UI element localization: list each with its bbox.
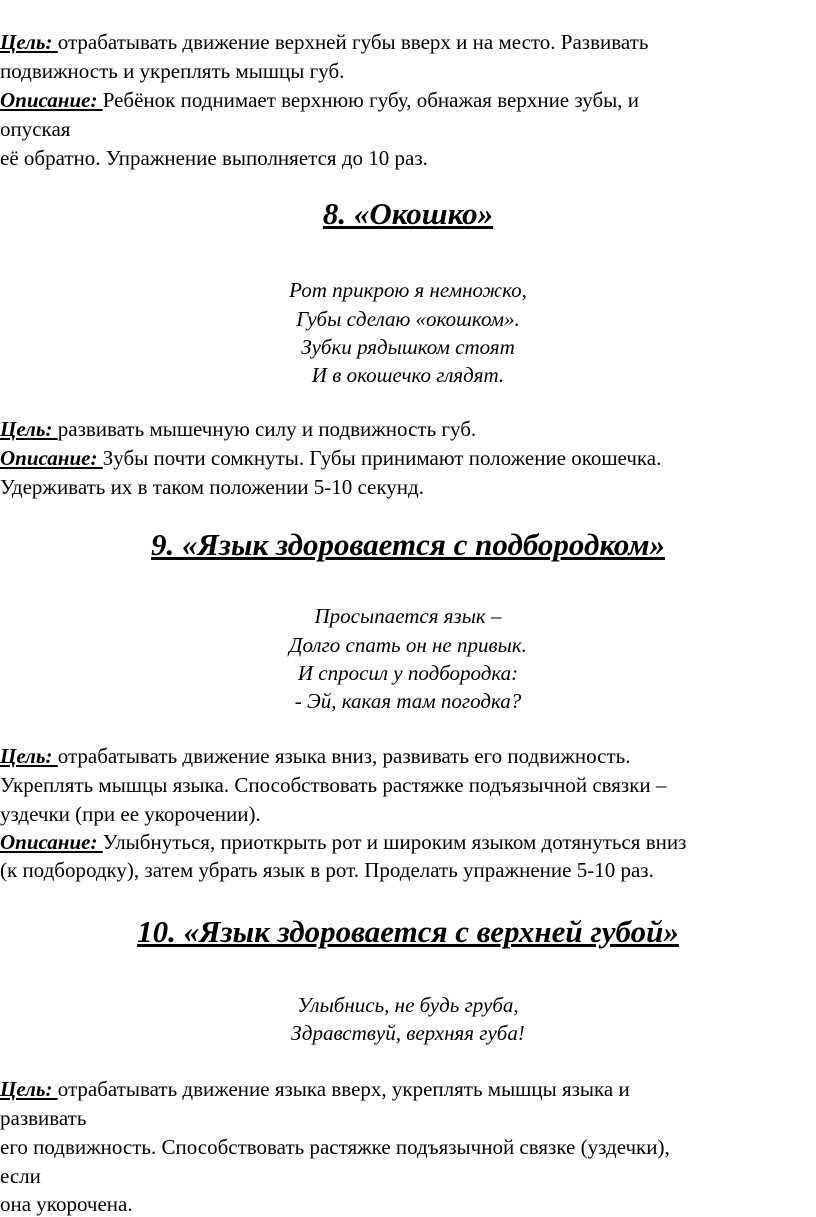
goal-text: отрабатывать движение языка вверх, укреплять мышцы языка и xyxy=(57,1077,630,1101)
exercise-10-goal-line-1 xyxy=(0,1076,630,1102)
exercise-8-goal-line-1 xyxy=(0,416,476,442)
exercise-10-poem-line-1: Улыбнись, не будь груба, xyxy=(297,993,519,1017)
intro-desc-line-1 xyxy=(0,87,639,113)
exercise-9-desc-line-1 xyxy=(0,829,686,855)
description-text: Ребёнок поднимает верхнюю губу, обнажая верхние зубы, и xyxy=(102,88,639,112)
exercise-8-poem-line-2: Губы сделаю «окошком». xyxy=(296,307,520,331)
description-text: Зубы почти сомкнуты. Губы принимают положение окошечка. xyxy=(102,446,662,470)
exercise-9-goal-line-3: уздечки (при ее укорочении). xyxy=(0,802,261,826)
exercise-10-poem-line-2: Здравствуй, верхняя губа! xyxy=(291,1021,525,1045)
exercise-9-poem-line-4: - Эй, какая там погодка? xyxy=(294,689,522,713)
description-label: Описание: xyxy=(0,830,103,854)
intro-desc-line-2: опуская xyxy=(0,117,71,141)
goal-label: Цель: xyxy=(0,1077,58,1101)
exercise-9-poem-line-2: Долго спать он не привык. xyxy=(289,633,527,657)
exercise-9-goal-line-2: Укреплять мышцы языка. Способствовать растяжке подъязычной связки – xyxy=(0,773,667,797)
exercise-9-title: 9. «Язык здоровается с подбородком» xyxy=(151,527,665,562)
exercise-9-goal-line-1 xyxy=(0,743,630,769)
description-label: Описание: xyxy=(0,446,103,470)
exercise-8-desc-line-1 xyxy=(0,445,661,471)
exercise-9-desc-line-2: (к подбородку), затем убрать язык в рот. Проделать упражнение 5-10 раз. xyxy=(0,858,654,882)
exercise-9-poem-line-1: Просыпается язык – xyxy=(314,604,502,628)
exercise-10-goal-line-5: она укорочена. xyxy=(0,1192,133,1216)
goal-text: отрабатывать движение верхней губы вверх и на место. Развивать xyxy=(57,30,649,54)
exercise-10-title: 10. «Язык здоровается с верхней губой» xyxy=(137,914,679,949)
exercise-9-poem-line-3: И спросил у подбородка: xyxy=(297,661,519,685)
exercise-8-poem-line-3: Зубки рядышком стоят xyxy=(301,335,515,359)
exercise-10-goal-line-2: развивать xyxy=(0,1106,87,1130)
intro-goal-line-2: подвижность и укреплять мышцы губ. xyxy=(0,59,345,83)
goal-label: Цель: xyxy=(0,30,58,54)
goal-text: развивать мышечную силу и подвижность губ. xyxy=(57,417,477,441)
exercise-8-poem-line-1: Рот прикрою я немножко, xyxy=(289,278,527,302)
exercise-10-goal-line-3: его подвижность. Способствовать растяжке подъязычной связке (уздечки), xyxy=(0,1135,670,1159)
goal-label: Цель: xyxy=(0,417,58,441)
exercise-8-desc-line-2: Удерживать их в таком положении 5-10 секунд. xyxy=(0,475,424,499)
exercise-10-goal-line-4: если xyxy=(0,1164,41,1188)
description-text: Улыбнуться, приоткрыть рот и широким языком дотянуться вниз xyxy=(102,830,687,854)
description-label: Описание: xyxy=(0,88,103,112)
exercise-8-title: 8. «Окошко» xyxy=(322,196,494,231)
intro-desc-line-3: её обратно. Упражнение выполняется до 10 раз. xyxy=(0,146,428,170)
goal-text: отрабатывать движение языка вниз, развивать его подвижность. xyxy=(57,744,631,768)
exercise-8-poem-line-4: И в окошечко глядят. xyxy=(311,363,505,387)
goal-label: Цель: xyxy=(0,744,58,768)
intro-goal-line-1 xyxy=(0,29,648,55)
